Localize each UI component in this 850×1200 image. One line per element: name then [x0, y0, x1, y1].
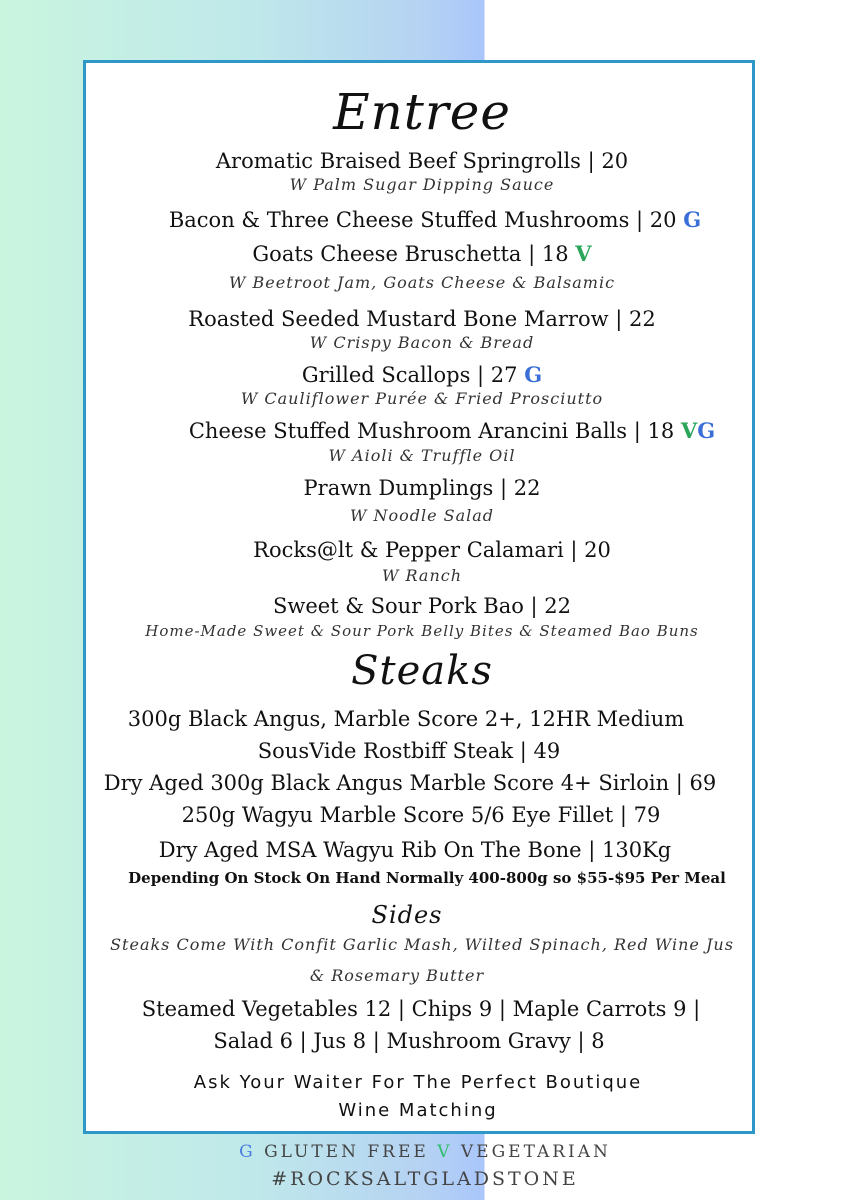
menu-item-arancini: Cheese Stuffed Mushroom Arancini Balls | 18 VG — [188, 418, 716, 443]
steak-line-5: Dry Aged MSA Wagyu Rib On The Bone | 130Kg — [158, 838, 672, 862]
menu-item-desc-arancini: W Aioli & Truffle Oil — [328, 446, 516, 465]
vegetarian-tag: V — [680, 418, 698, 443]
wine-matching-line2: Wine Matching — [338, 1100, 498, 1121]
steak-line-1: 300g Black Angus, Marble Score 2+, 12HR Medium — [127, 707, 685, 731]
vegetarian-tag: V — [575, 241, 592, 266]
sides-prices-line2: Salad 6 | Jus 8 | Mushroom Gravy | 8 — [213, 1029, 605, 1053]
steak-line-3: Dry Aged 300g Black Angus Marble Score 4+ Sirloin | 69 — [103, 771, 717, 795]
menu-frame — [83, 60, 755, 1134]
steak-line-2: SousVide Rostbiff Steak | 49 — [257, 739, 561, 763]
hashtag: #ROCKSALTGLADSTONE — [271, 1168, 579, 1190]
gluten-free-tag: G — [683, 207, 702, 232]
menu-item-desc-dumplings: W Noodle Salad — [349, 506, 495, 525]
menu-item-scallops: Grilled Scallops | 27 G — [301, 362, 543, 387]
gluten-free-legend-letter: G — [239, 1142, 256, 1162]
sides-description-line2: & Rosemary Butter — [309, 966, 485, 985]
gluten-free-tag: G — [697, 418, 716, 443]
gluten-free-tag: G — [524, 362, 543, 387]
menu-item-desc-bone-marrow: W Crispy Bacon & Bread — [309, 333, 535, 352]
steak-stock-note: Depending On Stock On Hand Normally 400-800g so $55-$95 Per Meal — [128, 869, 726, 887]
menu-item-springrolls: Aromatic Braised Beef Springrolls | 20 — [215, 149, 629, 173]
sides-prices-line1: Steamed Vegetables 12 | Chips 9 | Maple Carrots 9 | — [141, 997, 701, 1021]
menu-item-desc-scallops: W Cauliflower Purée & Fried Prosciutto — [240, 389, 604, 408]
steaks-heading: Steaks — [351, 648, 493, 694]
menu-item-calamari: Rocks@lt & Pepper Calamari | 20 — [253, 538, 611, 562]
menu-item-bone-marrow: Roasted Seeded Mustard Bone Marrow | 22 — [188, 307, 656, 331]
menu-item-dumplings: Prawn Dumplings | 22 — [303, 476, 541, 500]
menu-item-bruschetta: Goats Cheese Bruschetta | 18 V — [252, 241, 592, 266]
sides-heading: Sides — [371, 901, 443, 929]
vegetarian-legend-letter: V — [437, 1142, 453, 1162]
menu-item-bao: Sweet & Sour Pork Bao | 22 — [272, 594, 572, 618]
menu-item-desc-springrolls: W Palm Sugar Dipping Sauce — [289, 175, 555, 194]
menu-item-desc-bruschetta: W Beetroot Jam, Goats Cheese & Balsamic — [228, 273, 616, 292]
entree-heading: Entree — [333, 83, 511, 141]
sides-description-line1: Steaks Come With Confit Garlic Mash, Wilted Spinach, Red Wine Jus — [110, 935, 734, 954]
menu-item-mushrooms: Bacon & Three Cheese Stuffed Mushrooms | 20 G — [168, 207, 702, 232]
steak-line-4: 250g Wagyu Marble Score 5/6 Eye Fillet | 79 — [181, 803, 661, 827]
gluten-free-legend-label: GLUTEN FREE — [264, 1142, 429, 1162]
dietary-legend — [0, 1142, 850, 1162]
vegetarian-legend-label: VEGETARIAN — [460, 1142, 611, 1162]
wine-matching-line1: Ask Your Waiter For The Perfect Boutique — [193, 1072, 643, 1093]
menu-item-desc-calamari: W Ranch — [381, 566, 463, 585]
menu-item-desc-bao: Home-Made Sweet & Sour Pork Belly Bites & Steamed Bao Buns — [145, 622, 699, 640]
